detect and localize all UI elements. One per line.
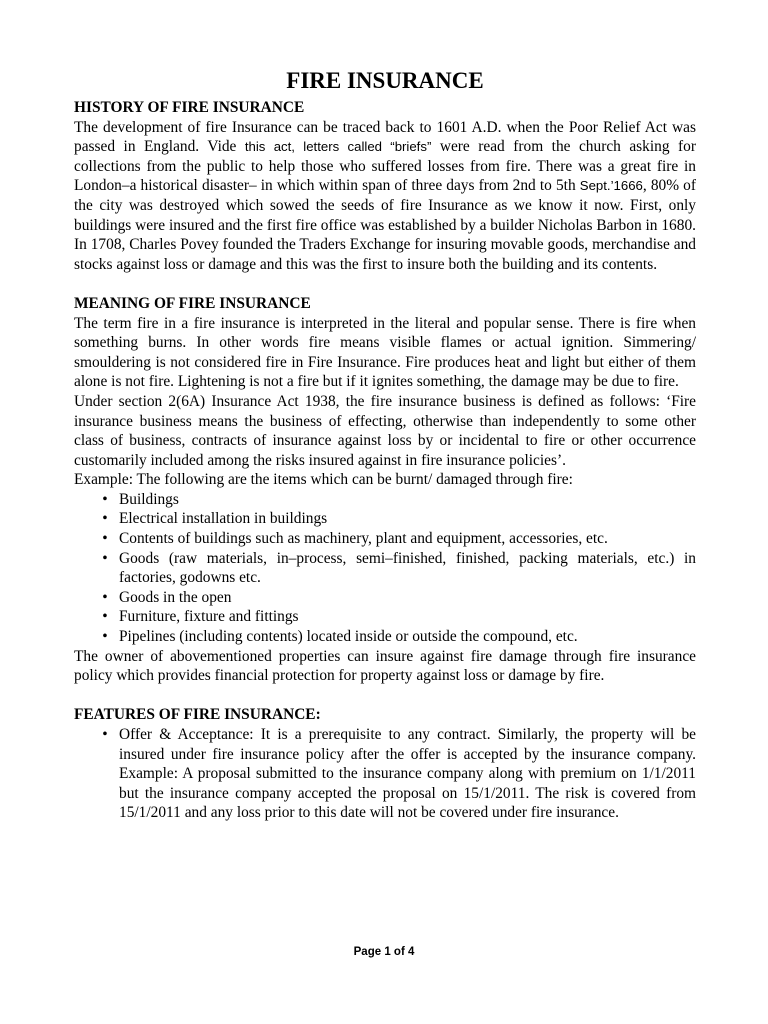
list-item: • Goods in the open (102, 588, 232, 606)
burnable-items-list (74, 490, 696, 647)
history-heading: HISTORY OF FIRE INSURANCE (74, 99, 305, 116)
meaning-closing: The owner of abovementioned properties can insure against fire damage through fire insurance policy which provides financial protection for property against loss or damage by fire. (74, 647, 696, 685)
history-paragraph: The development of fire Insurance can be traced back to 1601 A.D. when the Poor Relief Act was passed in England. Vide this act, letters called “briefs” were read from the church asking for collections from the public to help those who suffered losses from fire. There was a great fire in London–a historical disaster– in which within span of three days from 2nd to 5th Sept.’1666, 80% of the city was destroyed which sowed the seeds of fire Insurance as we know it now. First, only buildings were insured and the first fire office was established by a builder Nicholas Barbon in 1680. In 1708, Charles Povey founded the Traders Exchange for insuring movable goods, merchandise and stocks against loss or damage and this was the first to insure both the building and its contents. (74, 118, 697, 273)
meaning-paragraph-1: The term fire in a fire insurance is interpreted in the literal and popular sense. There is fire when something burns. In other words fire means visible flames or actual ignition. Simmering/ smouldering is not considered fire in Fire Insurance. Fire produces heat and light but either of them alone is not fire. Lightening is not a fire but if it ignites something, the damage may be due to fire. (74, 314, 696, 391)
list-item: • Offer & Acceptance: It is a prerequisite to any contract. Similarly, the property will be insured under fire insurance policy after the offer is accepted by the insurance company. Example: A proposal submitted to the insurance company along with premium on 1/1/2011 but the insurance company accepted the proposal on 15/1/2011. The risk is covered from 15/1/2011 and any loss prior to this date will not be covered under fire insurance. (102, 726, 696, 822)
example-line: Example: The following are the items which can be burnt/ damaged through fire: (74, 471, 573, 489)
document-body (74, 66, 696, 823)
features-heading: FEATURES OF FIRE INSURANCE: (74, 706, 321, 724)
list-item: • Buildings (102, 490, 179, 508)
document-title: FIRE INSURANCE (286, 68, 484, 93)
meaning-paragraph-2: Under section 2(6A) Insurance Act 1938, the fire insurance business is defined as follows: ‘Fire insurance business means the business of effecting, otherwise than independently to some other class of business, contracts of insurance against loss by or incidental to fire or other occurrence customarily included among the risks insured against in fire insurance policies’. (74, 392, 696, 469)
meaning-heading: MEANING OF FIRE INSURANCE (74, 294, 311, 312)
features-list (74, 725, 696, 823)
list-item: • Contents of buildings such as machinery, plant and equipment, accessories, etc. (102, 530, 608, 548)
list-item: • Goods (raw materials, in–process, semi–finished, finished, packing materials, etc.) in factories, godowns etc. (102, 549, 696, 587)
list-item: • Pipelines (including contents) located inside or outside the compound, etc. (102, 628, 578, 646)
list-item: • Furniture, fixture and fittings (102, 608, 299, 626)
list-item: • Electrical installation in buildings (102, 510, 328, 528)
page-number: Page 1 of 4 (353, 946, 415, 958)
